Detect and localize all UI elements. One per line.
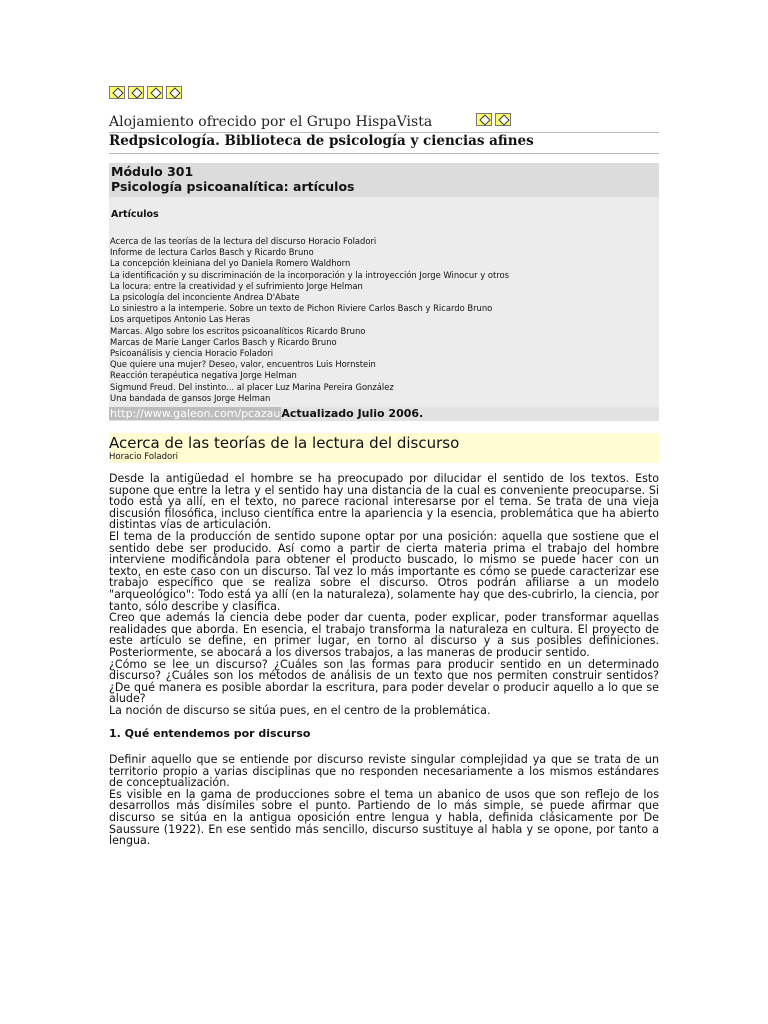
article-link[interactable]: La locura: entre la creatividad y el sufrimiento Jorge Helman bbox=[110, 280, 363, 291]
top-ad-icons bbox=[109, 86, 182, 99]
article-list bbox=[110, 236, 659, 404]
article-link[interactable]: Psicoanálisis y ciencia Horacio Foladori bbox=[110, 348, 274, 359]
module-title: Módulo 301 bbox=[111, 164, 194, 179]
paragraph: Desde la antigüedad el hombre se ha preocupado por dilucidar el sentido de los textos. Esto supone que entre la letra y el sentido hay una distancia de la cual es conveniente preocuparse. Si todo está ya allí, en el texto, no parece racional interesarse por el tema. Se trata de una vieja discusión filosófica, incluso científica entre la apariencia y la esencia, problemática que ha abierto distintas vías de articulación. bbox=[109, 472, 659, 532]
ad-link-icon[interactable] bbox=[166, 86, 182, 99]
module-box bbox=[109, 163, 659, 421]
article-link[interactable]: Los arquetipos Antonio Las Heras bbox=[110, 314, 251, 325]
ad-link-icon[interactable] bbox=[128, 86, 144, 99]
article-header bbox=[109, 433, 659, 463]
paragraph: Definir aquello que se entiende por discurso reviste singular complejidad ya que se trata de un territorio propio a varias disciplinas que no responden necesariamente a los mismos estándares de conceptualización. bbox=[109, 753, 659, 790]
article-link[interactable]: Acerca de las teorías de la lectura del discurso Horacio Foladori bbox=[110, 236, 377, 246]
paragraph: Creo que además la ciencia debe poder dar cuenta, poder explicar, poder transformar aquellas realidades que aborda. En esencia, el trabajo transforma la naturaleza en cultura. El proyecto de este artículo se define, en primer lugar, en torno al discurso y a sus posibles definiciones. Posteriormente, se abocará a los diversos trabajos, a las maneras de producir sentido. bbox=[109, 611, 659, 659]
hosting-text: Alojamiento ofrecido por el Grupo HispaVista bbox=[109, 114, 659, 133]
article-link[interactable]: Informe de lectura Carlos Basch y Ricardo Bruno bbox=[110, 247, 314, 258]
hosting-ad-icons bbox=[476, 113, 511, 126]
article-link[interactable]: Reacción terapéutica negativa Jorge Helman bbox=[110, 370, 297, 381]
article-link[interactable]: La concepción kleiniana del yo Daniela Romero Waldhorn bbox=[110, 258, 351, 269]
article-link[interactable]: Marcas de Marie Langer Carlos Basch y Ricardo Bruno bbox=[110, 336, 337, 347]
article-link[interactable]: Que quiere una mujer? Deseo, valor, encuentros Luis Hornstein bbox=[110, 359, 376, 370]
article-link[interactable]: Lo siniestro a la intemperie. Sobre un texto de Pichon Riviere Carlos Basch y Ricardo Bruno bbox=[110, 303, 493, 314]
library-title: Redpsicología. Biblioteca de psicología y ciencias afines bbox=[109, 133, 659, 154]
article-title: Acerca de las teorías de la lectura del discurso bbox=[109, 434, 460, 452]
paragraph: El tema de la producción de sentido supone optar por una posición: aquella que sostiene que el sentido debe ser producido. Así como a partir de cierta materia prima el trabajo del hombre interviene modificándola para obtener el producto buscado, lo mismo se puede hacer con un texto, en este caso con un discurso. Tal vez lo más importante es cómo se puede caracterizar ese trabajo específico que se realiza sobre el discurso. Otros podrán afiliarse a un modelo "arqueológico": Todo está ya allí (en la naturaleza), solamente hay que des-cubrirlo, la ciencia, por tanto, sólo describe y clasifica. bbox=[109, 529, 659, 613]
module-subtitle: Psicología psicoanalítica: artículos bbox=[111, 179, 355, 194]
module-footer bbox=[109, 407, 659, 421]
article-body bbox=[109, 473, 659, 847]
articles-heading: Artículos bbox=[111, 209, 159, 220]
site-link[interactable]: http://www.galeon.com/pcazau bbox=[110, 407, 281, 420]
section-heading: 1. Qué entendemos por discurso bbox=[109, 727, 311, 741]
article-link[interactable]: Sigmund Freud. Del instinto... al placer Luz Marina Pereira González bbox=[110, 381, 394, 392]
module-header bbox=[109, 163, 659, 197]
article-link[interactable]: Marcas. Algo sobre los escritos psicoanalíticos Ricardo Bruno bbox=[110, 325, 366, 336]
paragraph: Es visible en la gama de producciones sobre el tema un abanico de usos que son reflejo de los desarrollos más disímiles sobre el punto. Partiendo de lo más simple, se puede afirmar que discurso se sitúa en la antigua oposición entre lengua y habla, definida clásicamente por De Saussure (1922). En ese sentido más sencillo, discurso sustituye al habla y se opone, por tanto a lengua. bbox=[109, 787, 659, 848]
paragraph: ¿Cómo se lee un discurso? ¿Cuáles son las formas para producir sentido en un determinado discurso? ¿Cuáles son los métodos de análisis de un texto que nos permiten construir sentidos? ¿De qué manera es posible abordar la escritura, para poder develar o producir aquello a lo que se alude? bbox=[109, 657, 659, 706]
article-link[interactable]: Una bandada de gansos Jorge Helman bbox=[110, 392, 271, 403]
article-author: Horacio Foladori bbox=[109, 452, 179, 462]
ad-link-icon[interactable] bbox=[476, 113, 492, 126]
paragraph: La noción de discurso se sitúa pues, en el centro de la problemática. bbox=[109, 703, 491, 717]
ad-link-icon[interactable] bbox=[109, 86, 125, 99]
article-link[interactable]: La identificación y su discriminación de la incorporación y la introyección Jorge Winocur y otros bbox=[110, 269, 510, 280]
article-link[interactable]: La psicología del inconciente Andrea D'Abate bbox=[110, 292, 300, 303]
section-body bbox=[109, 754, 659, 847]
ad-link-icon[interactable] bbox=[495, 113, 511, 126]
updated-text: Actualizado Julio 2006. bbox=[281, 407, 424, 420]
ad-link-icon[interactable] bbox=[147, 86, 163, 99]
